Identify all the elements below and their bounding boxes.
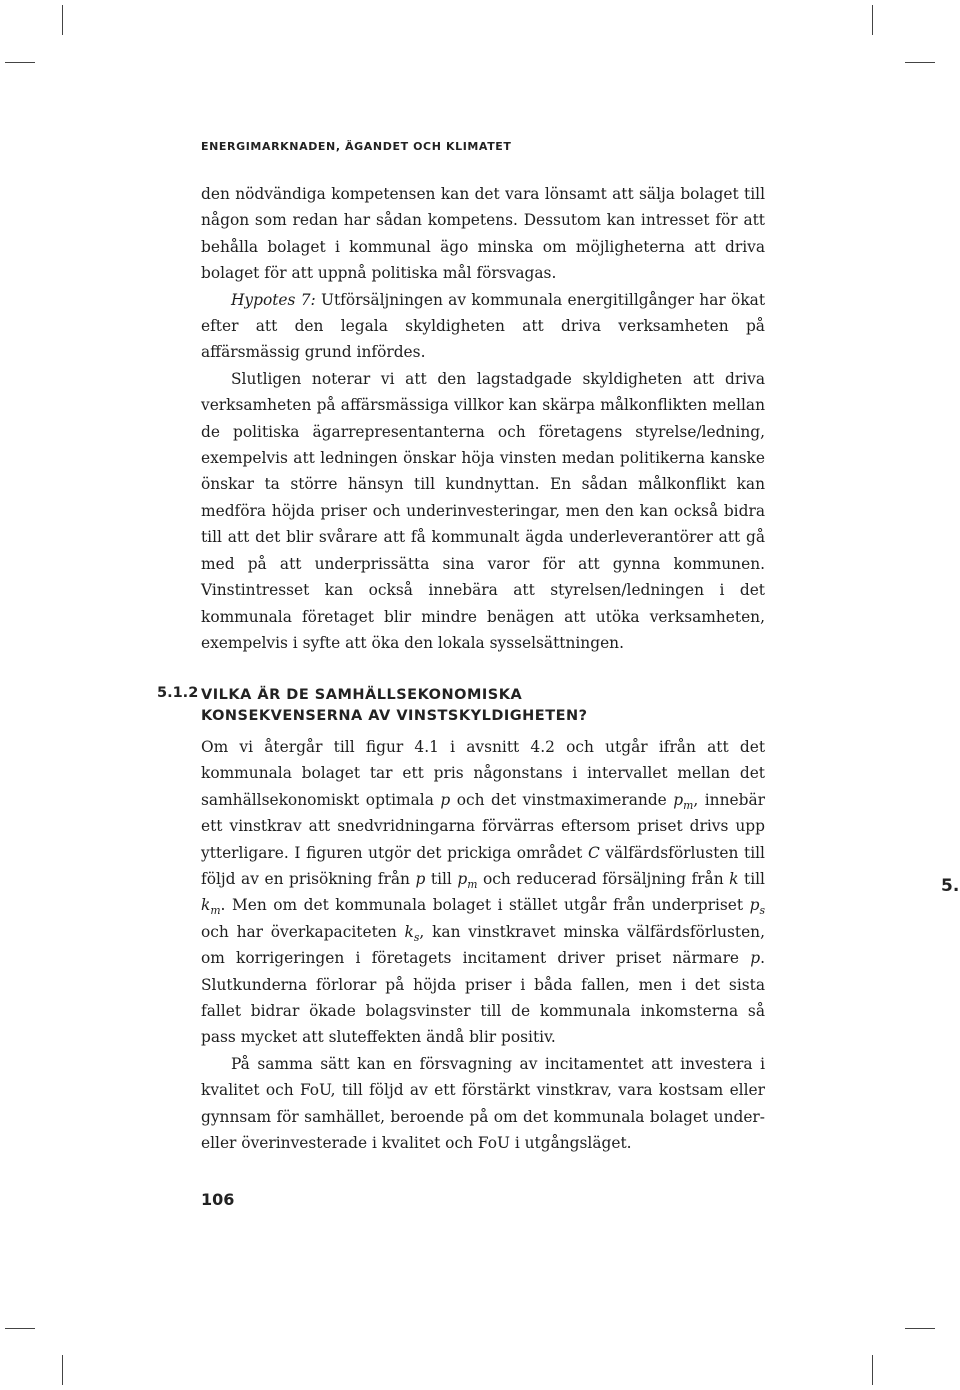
- crop-mark: [905, 62, 935, 63]
- running-head: ENERGIMARKNADEN, ÄGANDET OCH KLIMATET: [201, 140, 512, 153]
- paragraph: den nödvändiga kompetensen kan det vara lönsamt att sälja bolaget till någon som redan har sådan kompetens. Dessutom kan intresset för att behålla bolaget i kommunal ägo minska om möjligheterna att driva bolaget för att uppnå politiska mål försvagas.: [201, 185, 765, 283]
- crop-mark: [62, 1355, 63, 1385]
- hypothesis-label: Hypotes 7:: [231, 290, 316, 309]
- body-text-top: [201, 181, 765, 656]
- paragraph: Om vi återgår till figur 4.1 i avsnitt 4.2 och utgår ifrån att det kommunala bolaget tar ett pris någonstans i intervallet mellan det samhällsekonomiskt optimala p och det vinstmaximerande $p_m$, innebär ett vinstkrav att snedvridningarna förvärras eftersom priset drivs upp ytterligare. I figuren utgör det prickiga området C välfärdsförlusten till följd av en prisökning från p till $p_m$ och reducerad försäljning från k till $k_m$. Men om det kommunala bolaget i stället utgår från underpriset $p_s$ och har överkapaciteten $k_s$, kan vinstkravet minska välfärdsförlusten, om korrigeringen i företagets incitament driver priset närmare p. Slutkunderna förlorar på höjda priser i båda fallen, men i det sista fallet bidrar ökade bolagsvinster till de kommunala inkomsterna så pass mycket att sluteffekten ändå blir positiv.: [201, 738, 765, 1047]
- crop-mark: [905, 1328, 935, 1329]
- crop-mark: [5, 1328, 35, 1329]
- paragraph: På samma sätt kan en försvagning av incitamentet att investera i kvalitet och FoU, till följd av ett förstärkt vinstkrav, vara kostsam eller gynnsam för samhället, beroende på om det kommunala bolaget under- eller överinvesterade i kvalitet och FoU i utgångsläget.: [201, 1054, 765, 1153]
- body-text-bottom: [201, 734, 765, 1157]
- section-number: 5.1.2: [157, 685, 199, 701]
- hypothesis-paragraph: Hypotes 7: Utförsäljningen av kommunala energitillgånger har ökat efter att den legala skyldigheten att driva verksamheten på affärsmässig grund infördes.: [201, 290, 766, 362]
- crop-mark: [62, 5, 63, 35]
- chapter-tab: 5.: [941, 876, 960, 896]
- crop-mark: [872, 5, 873, 35]
- paragraph: Slutligen noterar vi att den lagstadgade skyldigheten att driva verksamheten på affärsmässiga villkor kan skärpa målkonflikten mellan de politiska ägarrepresentanterna och företagens styrelse/ledning, exempelvis att ledningen önskar höja vinsten medan politikerna kanske önskar ta större hänsyn till kundnyttan. En sådan målkonflikt kan medföra höjda priser och underinvesteringar, men den kan också bidra till att det blir svårare att få kommunalt ägda underleverantörer att gå med på att underprissätta sina varor för att gynna kommunen. Vinstintresset kan också innebära att styrelsen/ledningen i det kommunala företaget blir mindre benägen att utöka verksamheten, exempelvis i syfte att öka den lokala sysselsättningen.: [201, 369, 765, 652]
- crop-mark: [872, 1355, 873, 1385]
- crop-mark: [5, 62, 35, 63]
- page-number: 106: [201, 1190, 235, 1209]
- section-heading: VILKA ÄR DE SAMHÄLLSEKONOMISKA KONSEKVENSERNA AV VINSTSKYLDIGHETEN?: [201, 687, 588, 724]
